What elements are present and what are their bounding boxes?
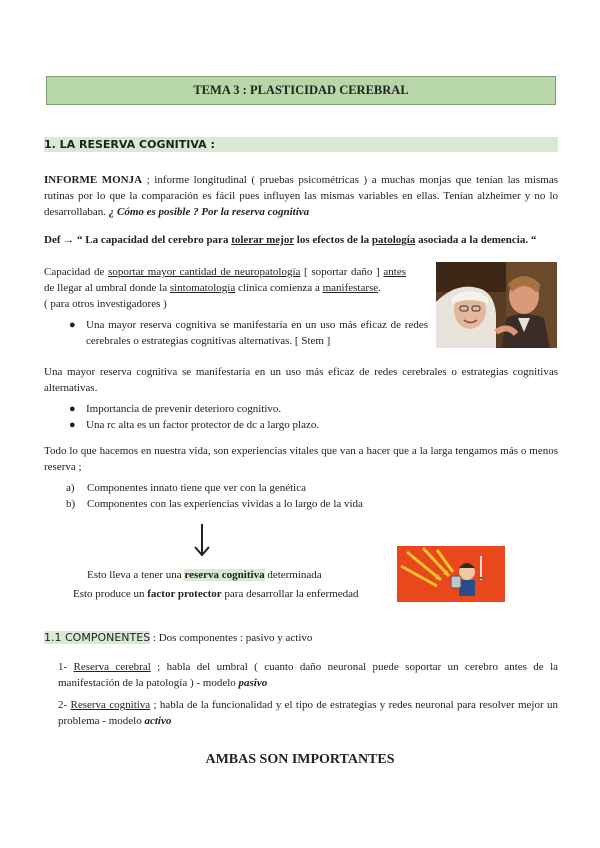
arrow-down-icon [192, 523, 212, 557]
definition-paragraph [44, 232, 558, 248]
component-2-model: activo [144, 715, 172, 727]
lleva-highlight: reserva cognitiva [184, 569, 265, 581]
definition-prefix: Def → “ La capacidad del cerebro para [44, 234, 232, 246]
subsection-heading-componentes [44, 631, 312, 645]
bullet-dot-icon: ● [69, 403, 76, 415]
component-1-text: ; habla del umbral ( cuanto daño neuronal puede soportar un cerebro antes de la manifestación de la patología ) - modelo [58, 661, 559, 689]
component-1-model: pasivo [238, 677, 268, 689]
prevention-list [66, 401, 546, 433]
informe-monja-paragraph [44, 172, 558, 220]
capacidad-text-5: . [378, 282, 381, 294]
capacidad-underline-1: soportar mayor cantidad de neuropatología [108, 266, 301, 278]
list-item-text: Componentes innato tiene que ver con la genética [87, 482, 307, 494]
list-item [66, 480, 546, 496]
lleva-line [87, 567, 322, 583]
subsection-text: : Dos componentes : pasivo y activo [150, 632, 313, 644]
produce-line [73, 586, 358, 602]
bullet-dot-icon: ● [69, 319, 76, 331]
bullet-dot-icon: ● [69, 419, 76, 431]
component-2-term: Reserva cognitiva [70, 699, 151, 711]
produce-bold: factor protector [147, 588, 222, 600]
list-item-text: Componentes con las experiencias vividas a lo largo de la vida [87, 498, 363, 510]
component-2-text: ; habla de la funcionalidad y el tipo de estrategias y redes neuronal para resolver mejor un problema - modelo [58, 699, 558, 727]
list-marker: a) [66, 482, 75, 494]
list-item [66, 496, 546, 512]
list-item [66, 417, 546, 433]
capacidad-text-2: [ soportar daño ] [300, 266, 384, 278]
component-1-number: 1- [58, 661, 74, 673]
capacidad-underline-3: sintomatología [169, 282, 236, 294]
informe-monja-text: ; informe longitudinal ( pruebas psicométricas ) a muchas monjas que tenían las mismas rutinas por lo que la comparación es fácil pues influyen las mismas variables en ellas. Tenían alzheimer y no lo desarrollaban. [44, 174, 558, 218]
definition-suffix: asociada a la demencia. “ [415, 234, 537, 246]
capacidad-paragraph [44, 264, 406, 312]
component-2-number: 2- [58, 699, 71, 711]
produce-text-pre: Esto produce un [73, 588, 148, 600]
list-item-text: Importancia de prevenir deterioro cognitivo. [86, 403, 282, 415]
subsection-label: 1.1 COMPONENTES [44, 631, 151, 644]
capacidad-text-3: de llegar al umbral donde la [44, 282, 170, 294]
bullet-stem [66, 317, 428, 349]
capacidad-underline-2: antes [383, 266, 406, 278]
capacidad-text-4: clínica comienza a [235, 282, 323, 294]
informe-monja-label: INFORME MONJA [44, 174, 143, 186]
component-2-paragraph [58, 697, 558, 729]
component-1-paragraph [58, 659, 558, 691]
lleva-text-pre: Esto lleva a tener una [87, 569, 185, 581]
nun-photo [436, 262, 557, 348]
definition-underline-2: patología [371, 234, 416, 246]
list-marker: b) [66, 498, 76, 510]
components-list [66, 480, 546, 512]
definition-mid: los efectos de la [294, 234, 372, 246]
informe-monja-question: ¿ Cómo es posible ? Por la reserva cognitiva [108, 206, 310, 218]
page-title: TEMA 3 : PLASTICIDAD CEREBRAL [46, 76, 556, 105]
list-item-text: Una rc alta es un factor protector de dc a largo plazo. [86, 419, 320, 431]
definition-underline-1: tolerar mejor [231, 234, 295, 246]
section-heading-reserva-cognitiva: 1. LA RESERVA COGNITIVA : [44, 137, 558, 152]
capacidad-text-1: Capacidad de [44, 266, 109, 278]
ambas-heading: AMBAS SON IMPORTANTES [205, 752, 395, 767]
produce-text-post: para desarrollar la enfermedad [221, 588, 359, 600]
bullet-stem-text: Una mayor reserva cognitiva se manifestaría en un uso más eficaz de redes cerebrales o estrategias cognitivas alternativas. [ Stem ] [86, 319, 428, 347]
component-1-term: Reserva cerebral [73, 661, 151, 673]
para-mayor-reserva: Una mayor reserva cognitiva se manifestaría en un uso más eficaz de redes cerebrales o estrategias cognitivas alternativas. [44, 366, 558, 394]
list-item [66, 401, 546, 417]
capacidad-underline-4: manifestarse [322, 282, 379, 294]
para-todo-lo-que-hacemos: Todo lo que hacemos en nuestra vida, son experiencias vitales que van a hacer que a la larga tengamos más o menos reserva ; [44, 445, 558, 473]
lleva-text-post: determinada [264, 569, 322, 581]
capacidad-note: ( para otros investigadores ) [44, 298, 167, 310]
cartoon-illustration [397, 546, 505, 602]
